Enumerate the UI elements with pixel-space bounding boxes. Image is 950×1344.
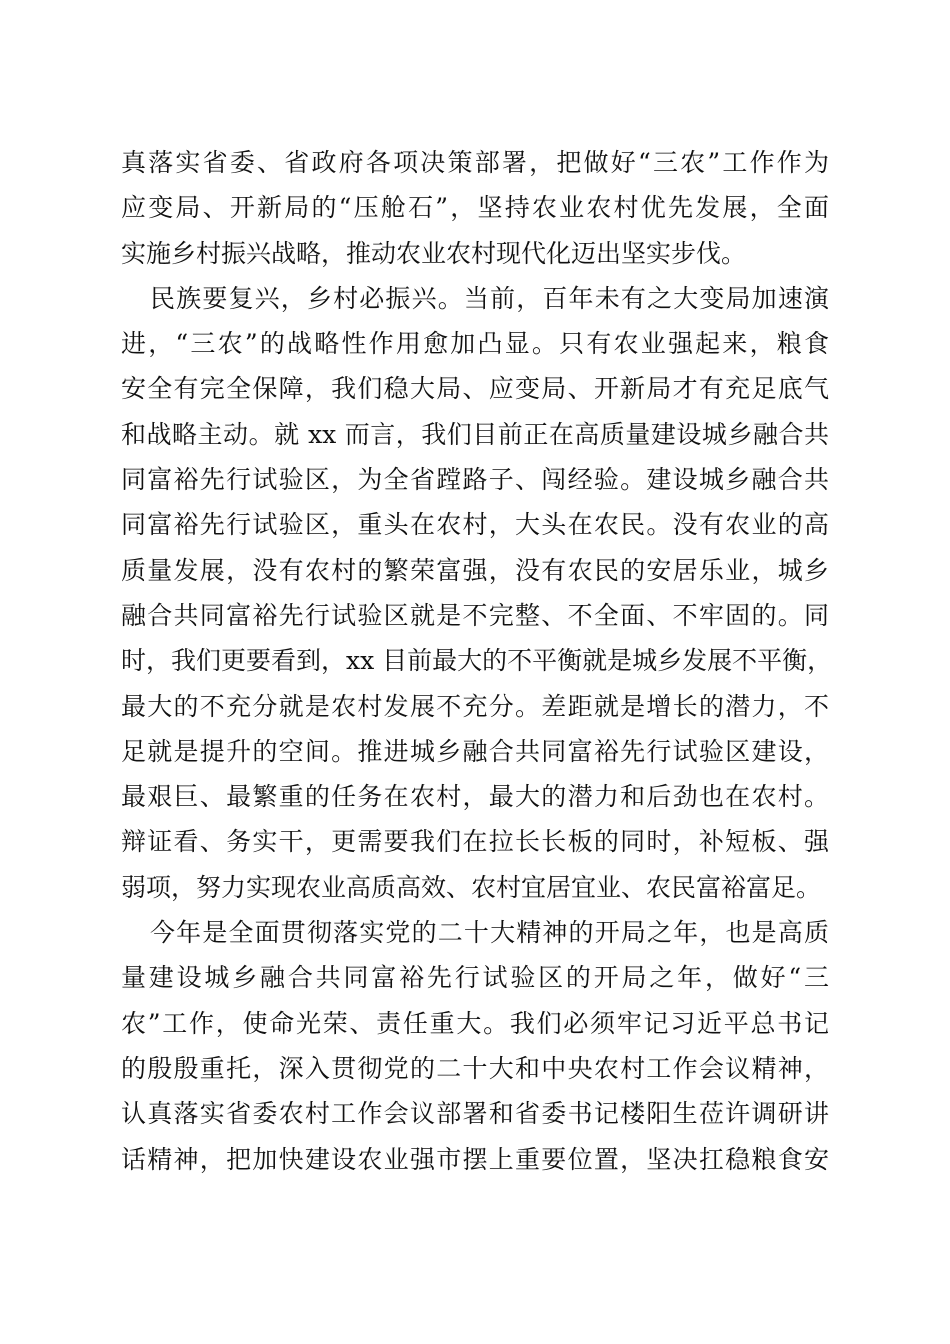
paragraph-line: 农”工作，使命光荣、责任重大。我们必须牢记习近平总书记 (121, 1008, 829, 1038)
paragraph-line: 真落实省委、省政府各项决策部署，把做好“三农”工作作为 (121, 148, 829, 177)
paragraph-line: 实施乡村振兴战略，推动农业农村现代化迈出坚实步伐。 (121, 238, 747, 268)
paragraph-line: 今年是全面贯彻落实党的二十大精神的开局之年，也是高质 (150, 918, 829, 948)
paragraph-line: 的殷殷重托，深入贯彻党的二十大和中央农村工作会议精神， (121, 1053, 829, 1083)
paragraph-line: 安全有完全保障，我们稳大局、应变局、开新局才有充足底气 (121, 374, 829, 404)
paragraph-2 (121, 276, 833, 910)
paragraph-1 (121, 140, 829, 276)
paragraph-line: 弱项，努力实现农业高质高效、农村宜居宜业、农民富裕富足。 (121, 872, 822, 902)
paragraph-line: 最大的不充分就是农村发展不充分。差距就是增长的潜力，不 (121, 691, 829, 721)
paragraph-line: 辩证看、务实干，更需要我们在拉长长板的同时，补短板、强 (121, 827, 829, 857)
paragraph-line: 时，我们更要看到，xx 目前最大的不平衡就是城乡发展不平衡， (121, 646, 833, 676)
paragraph-line: 量建设城乡融合共同富裕先行试验区的开局之年，做好“三 (121, 963, 829, 993)
paragraph-3 (121, 910, 829, 1182)
paragraph-line: 足就是提升的空间。推进城乡融合共同富裕先行试验区建设， (121, 736, 829, 766)
paragraph-line: 认真落实省委农村工作会议部署和省委书记楼阳生莅许调研讲 (121, 1099, 829, 1129)
paragraph-line: 同富裕先行试验区，重头在农村，大头在农民。没有农业的高 (121, 510, 829, 540)
paragraph-line: 进，“三农”的战略性作用愈加凸显。只有农业强起来，粮食 (121, 329, 829, 359)
paragraph-line: 民族要复兴，乡村必振兴。当前，百年未有之大变局加速演 (150, 283, 829, 313)
paragraph-line: 应变局、开新局的“压舱石”，坚持农业农村优先发展，全面 (121, 193, 829, 223)
paragraph-line: 同富裕先行试验区，为全省蹚路子、闯经验。建设城乡融合共 (121, 465, 829, 495)
paragraph-line: 融合共同富裕先行试验区就是不完整、不全面、不牢固的。同 (121, 600, 829, 630)
paragraph-line: 和战略主动。就 xx 而言，我们目前正在高质量建设城乡融合共 (121, 419, 829, 449)
paragraph-line: 质量发展，没有农村的繁荣富强，没有农民的安居乐业，城乡 (121, 555, 829, 585)
paragraph-line: 最艰巨、最繁重的任务在农村，最大的潜力和后劲也在农村。 (121, 782, 829, 812)
paragraph-line: 话精神，把加快建设农业强市摆上重要位置，坚决扛稳粮食安 (121, 1144, 829, 1174)
body-text (121, 140, 833, 1182)
